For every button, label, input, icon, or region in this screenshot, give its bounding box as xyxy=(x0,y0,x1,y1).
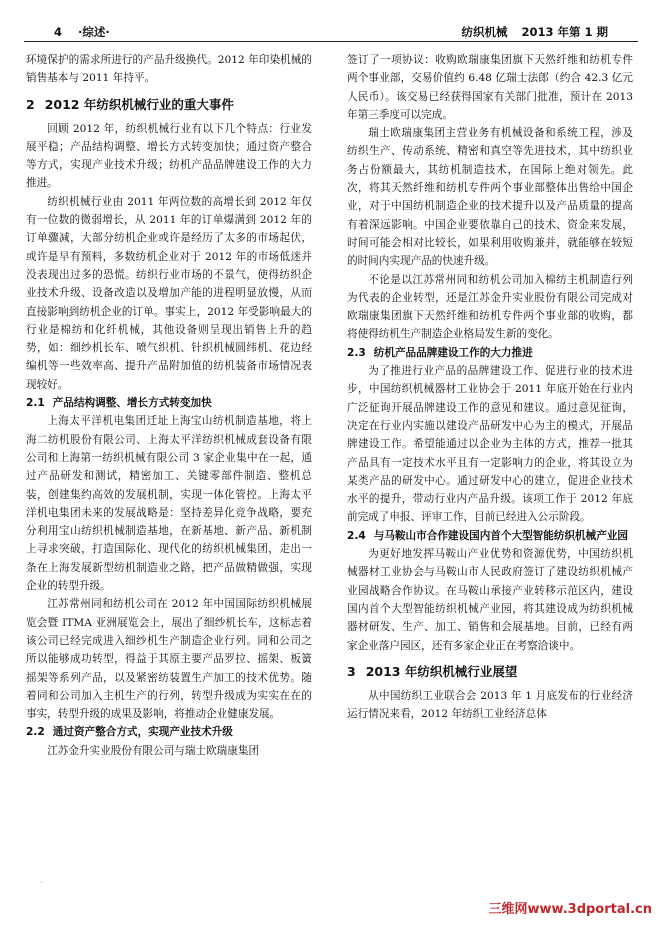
heading-number: 2.2 xyxy=(26,726,45,739)
heading-text: 产品结构调整、增长方式转变加快 xyxy=(52,397,212,410)
running-header xyxy=(24,18,638,40)
paragraph: 为更好地发挥马鞍山产业优势和资源优势，中国纺织机械器材工业协会与马鞍山市人民政府签订了建设纺织机械产业园战略合作协议。在马鞍山承接产业转移示范区内，建设国内首个大型智能纺织机械产业园，将其建设成为纺织机械器材研发、生产、加工、销售和会展基地。目前，已经有两家企业落户园区，还有多家企业正在考察洽谈中。 xyxy=(347,548,633,652)
heading-text: 纺机产品品牌建设工作的大力推进 xyxy=(373,346,533,359)
heading-number: 2.3 xyxy=(347,346,366,359)
site-watermark: 三维网www.3dportal.cn xyxy=(452,901,652,919)
header-left xyxy=(54,24,110,40)
section-heading xyxy=(347,661,633,683)
paragraph: 纺织机械行业由 2011 年两位数的高增长到 2012 年仅有一位数的微弱增长，从 2011 年的订单爆满到 2012 年的订单骤减，大部分纺机企业或许是经历了太多的市场起伏，或许是早有预料，多数纺机企业对于 2012 年的市场低迷并没表现出过多的恐慌。纺织行业市场的不景气，使得纺织企业技术升级、设备改造以及增加产能的进程明显放慢，从而直接影响到纺机企业的订单。事实上，2012 年受影响最大的行业是棉纺和化纤机械，其他设备则呈现出销售上升的趋势，如：细纱机长车、喷气织机、针织机械圆纬机、花边经编机等一些效率高、提升产品附加值的纺机装备市场情况表现较好。 xyxy=(26,195,312,391)
heading-text: 与马鞍山市合作建设国内首个大型智能纺织机械产业园 xyxy=(373,529,629,542)
heading-text: 2012 年纺织机械行业的重大事件 xyxy=(44,96,234,112)
section-heading xyxy=(26,94,312,116)
subsection-heading xyxy=(26,723,312,741)
paragraph: 签订了一项协议：收购欧瑞康集团旗下天然纤维和纺机专件两个事业部，交易价值约 6.48 亿瑞士法郎（约合 42.3 亿元人民币）。该交易已经获得国家有关部门批准，预计在 2013 年第三季度可以完成。 xyxy=(347,54,633,121)
heading-number: 3 xyxy=(347,663,356,679)
right-column xyxy=(347,51,633,911)
header-right xyxy=(461,24,608,40)
heading-number: 2 xyxy=(26,96,35,112)
paragraph: 不论是以江苏常州同和纺机公司加入棉纺主机制造行列为代表的企业转型，还是江苏金升实业股份有限公司完成对欧瑞康集团旗下天然纤维和纺机专件两个事业部的收购，都将使得纺机生产制造企业格局发生新的变化。 xyxy=(347,273,633,341)
section-label: ·综述· xyxy=(78,25,110,39)
corner-mark: · xyxy=(40,878,43,887)
subsection-heading xyxy=(26,394,312,412)
paragraph: 为了推进行业产品的品牌建设工作、促进行业的技术进步，中国纺织机械器材工业协会于 2011 年底开始在行业内广泛征询开展品牌建设工作的意见和建议。通过意见征询，决定在行业内实施以建设产品研发中心为主的模式，开展品牌建设工作。希望能通过以企业为主体的方式，推荐一批其产品具有一定技术水平且有一定影响力的企业，将其设立为某类产品的研发中心。通过研发中心的建立，促进企业技术水平的提升，带动行业内产品升级。该项工作于 2012 年底前完成了申报、评审工作，目前已经进入公示阶段。 xyxy=(347,365,633,524)
left-column xyxy=(26,51,312,911)
heading-number: 2.4 xyxy=(347,529,366,542)
journal-name: 纺织机械 xyxy=(461,25,508,39)
page-number: 4 xyxy=(54,25,63,39)
issue-label: 2013 年第 1 期 xyxy=(521,25,608,39)
paragraph: 回顾 2012 年，纺织机械行业有以下几个特点：行业发展平稳；产品结构调整、增长方式转变加快；通过资产整合等方式，实现产业技术升级；纺机产品品牌建设工作的大力推进。 xyxy=(26,122,312,190)
paragraph: 环境保护的需求所进行的产品升级换代。2012 年印染机械的销售基本与 2011 年持平。 xyxy=(26,54,312,85)
paragraph: 从中国纺织工业联合会 2013 年 1 月底发布的行业经济运行情况来看，2012 年纺织工业经济总体 xyxy=(347,689,633,721)
paragraph: 上海太平洋机电集团迁址上海宝山纺机制造基地，将上海二纺机股份有限公司、上海太平洋纺织机械成套设备有限公司和上海第一纺织机械有限公司 3 家企业集中在一起，通过产品研发和测试，精密加工、关键零部件制造、整机总装，创建集约高效的发展机制，实现一体化管控。上海太平洋机电集团未来的发展战略是：坚持差异化竞争战略，要充分利用宝山纺织机械制造基地，在新基地、新产品、新机制上寻求突破，打造国际化、现代化的纺织机械集团，走出一条在上海发展新型纺机制造业之路，把产品做精做强，实现企业的转型升级。 xyxy=(26,415,312,593)
heading-text: 通过资产整合方式，实现产业技术升级 xyxy=(52,726,233,739)
subsection-heading xyxy=(347,344,633,362)
paragraph: 江苏金升实业股份有限公司与瑞士欧瑞康集团 xyxy=(47,744,260,757)
heading-text: 2013 年纺织机械行业展望 xyxy=(365,663,518,679)
paragraph: 江苏常州同和纺机公司在 2012 年中国国际纺织机械展览会暨 ITMA 亚洲展览会上，展出了细纱机长车，这标志着该公司已经完成进入细纱机生产制造企业行列。同和公司之所以能够成功转型，得益于其原主要产品罗拉、摇架、板簧摇架等系列产品，以及紧密纺装置生产加工的技术优势。随着同和公司加入主机生产的行列，转型升级成为实实在在的事实，转型升级的成果及影响，将推动企业健康发展。 xyxy=(26,598,312,721)
paragraph: 瑞士欧瑞康集团主营业务有机械设备和系统工程，涉及纺织生产、传动系统、精密和真空等先进技术，其中纺织业务占份额最大，其纺机制造技术，在国际上绝对领先。此次，将其天然纤维和纺机专件两个事业部整体出售给中国企业，对于中国纺机制造企业的技术提升以及产品质量的提高有着深远影响。中国企业要依靠自己的技术、资金来发展，时间可能会相对比较长，如果利用收购兼并，就能够在较短的时间内实现产品的快速升级。 xyxy=(347,127,633,268)
header-rule xyxy=(24,41,638,42)
heading-number: 2.1 xyxy=(26,397,45,410)
subsection-heading xyxy=(347,527,633,545)
